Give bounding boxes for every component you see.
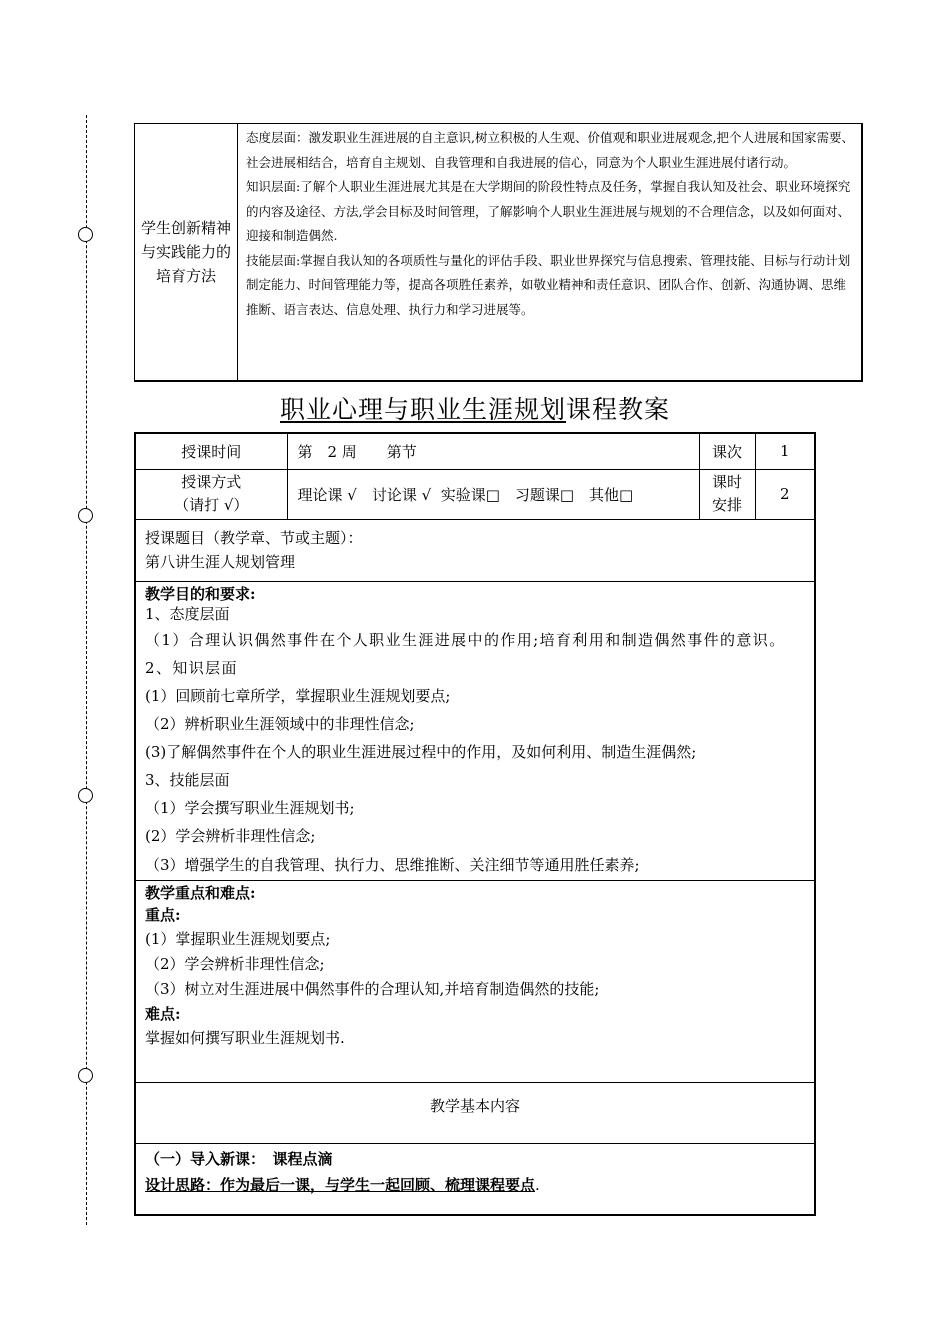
objectives-line: （2）辨析职业生涯领域中的非理性信念; — [145, 714, 415, 733]
attitude-paragraph: 态度层面：激发职业生涯进展的自主意识,树立积极的人生观、价值观和职业进展观念,把个人进展和国家需要、社会进展相结合，培育自主规划、自我管理和自我进展的信心，同意为个人职业生涯进展付诸行动。 — [246, 130, 854, 170]
binding-hole — [78, 788, 93, 803]
design-idea-end: . — [535, 1175, 540, 1194]
page-title — [0, 390, 950, 426]
hours-value: 2 — [755, 469, 815, 519]
skill-paragraph: 技能层面:掌握自我认知的各项质性与量化的评估手段、职业世界探究与信息搜索、管理技能、目标与行动计划制定能力、时间管理能力等，提高各项胜任素养，如敬业精神和责任意识、团队合作、创新、沟通协调、思维推断、语言表达、信息处理、执行力和学习进展等。 — [246, 252, 851, 317]
focus-line: (1）掌握职业生涯规划要点; — [145, 929, 331, 948]
mode-value: 理论课 √ 讨论课 √ 实验课□ 习题课□ 其他□ — [287, 469, 699, 519]
difficulty-label: 难点: — [145, 1004, 181, 1023]
cultivation-methods-label: 学生创新精神与实践能力的培育方法 — [135, 124, 238, 381]
hours-label — [699, 469, 755, 519]
binding-line — [86, 115, 87, 1225]
binding-hole — [78, 227, 93, 242]
objectives-line: (3)了解偶然事件在个人的职业生涯进展过程中的作用，及如何利用、制造生涯偶然; — [145, 742, 697, 761]
key-points-heading: 教学重点和难点: — [145, 883, 256, 902]
objectives-line: （1）合理认识偶然事件在个人职业生涯进展中的作用;培育利用和制造偶然事件的意识。2、知识层面 — [145, 630, 786, 677]
focus-line: （3）树立对生涯进展中偶然事件的合理认知,并培育制造偶然的技能; — [145, 979, 600, 998]
objectives-line: (1）回顾前七章所学，掌握职业生涯规划要点; — [145, 686, 451, 705]
cultivation-methods-table — [134, 123, 863, 382]
intro-heading: （一）导入新课： 课程点滴 — [145, 1149, 333, 1168]
mode-label-line2: （请打 √） — [174, 496, 249, 514]
knowledge-paragraph: 知识层面:了解个人职业生涯进展尤其是在大学期间的阶段性特点及任务，掌握自我认知及社会、职业环境探究的内容及途径、方法,学会目标及时间管理，了解影响个人职业生涯进展与规划的不合理信念，以及如何面对、迎接和制造偶然. — [246, 179, 851, 243]
objectives-line: 1、态度层面 — [145, 604, 230, 623]
design-idea: 设计思路：作为最后一课，与学生一起回顾、梳理课程要点 — [145, 1175, 536, 1194]
time-label: 授课时间 — [135, 433, 287, 469]
binding-hole — [78, 508, 93, 523]
binding-hole — [78, 1068, 93, 1083]
lesson-plan-table — [134, 432, 816, 1216]
objectives-line: （1）学会撰写职业生涯规划书; — [145, 798, 355, 817]
time-value: 第 2 周 第节 — [287, 433, 699, 469]
objectives-line: (2）学会辨析非理性信念; — [145, 826, 316, 845]
course-name: 职业心理与职业生涯规划 — [279, 395, 566, 424]
objectives-line: 3、技能层面 — [145, 770, 230, 789]
objectives-cell — [135, 581, 815, 880]
key-points-cell — [135, 880, 815, 1082]
difficulty-value: 掌握如何撰写职业生涯规划书. — [145, 1028, 345, 1047]
focus-line: （2）学会辨析非理性信念; — [145, 954, 325, 973]
objectives-heading: 教学目的和要求: — [145, 584, 256, 603]
intro-cell — [135, 1143, 815, 1215]
topic-value: 第八讲生涯人规划管理 — [145, 552, 296, 571]
basic-content-label: 教学基本内容 — [135, 1082, 815, 1143]
mode-label-line1: 授课方式 — [181, 473, 242, 491]
topic-label: 授课题目（教学章、节或主题）： — [145, 528, 363, 547]
hours-label-line2: 安排 — [711, 496, 742, 514]
hours-label-line1: 课时 — [711, 473, 742, 491]
cultivation-methods-body — [238, 124, 863, 381]
mode-label — [135, 469, 287, 519]
topic-cell — [135, 519, 815, 581]
lesson-label: 课次 — [699, 433, 755, 469]
objectives-line: （3）增强学生的自我管理、执行力、思维推断、关注细节等通用胜任素养; — [145, 855, 640, 874]
lesson-value: 1 — [755, 433, 815, 469]
title-suffix: 课程教案 — [566, 395, 671, 424]
focus-label: 重点: — [145, 905, 181, 924]
